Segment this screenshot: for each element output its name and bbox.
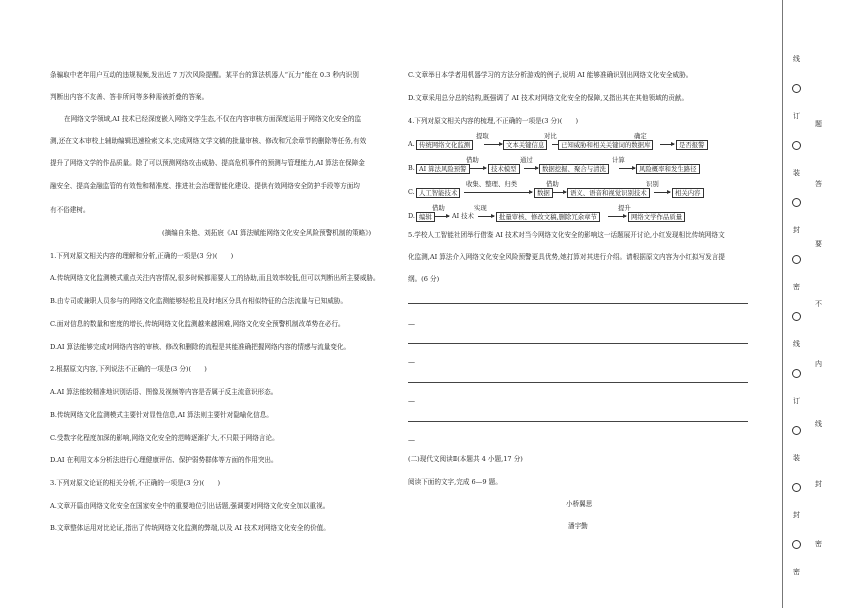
option-3c: C.文章举日本学者用机器学习的方法分析游戏的例子,说明 AI 能够准确识别出网络文化安全威胁。 [408, 71, 693, 79]
seal-warning: 内 [815, 360, 822, 368]
question-5-score: 纲。(6 分) [408, 275, 440, 283]
flow-label: 提升 [618, 204, 631, 212]
seal-warning: 要 [815, 240, 822, 248]
flow-box: 编辑 [416, 212, 435, 222]
arrow [470, 168, 486, 169]
seal-mark: 订 [793, 397, 800, 405]
flow-label: 借助 [466, 156, 479, 164]
seal-mark: 订 [793, 112, 800, 120]
instruction: 阅读下面的文字,完成 6—9 题。 [408, 478, 502, 486]
body-text: 条骗取中老年用户互动的违规视频,发出近 7 万次风险提醒。某平台的算法机器人“瓦力”能在 0.3 秒内识别 [50, 71, 359, 79]
seal-circle [792, 84, 801, 93]
seal-warning: 不 [815, 300, 822, 308]
flow-box: AI 算法风险预警 [416, 164, 470, 174]
seal-mark: 封 [793, 511, 800, 519]
answer-line[interactable] [408, 303, 748, 304]
seal-mark: 装 [793, 454, 800, 462]
option-2c: C.受数字化程度加深的影响,网络文化安全的范畴逐渐扩大,不只限于网络言论。 [50, 434, 279, 442]
flowchart-c [408, 180, 708, 198]
seal-mark: 线 [793, 55, 800, 63]
flow-label: 识别 [646, 180, 659, 188]
arrow [608, 216, 626, 217]
answer-dash: — [408, 397, 415, 405]
option-1c: C.面对信息的数量和密度的增长,传统网络文化监测越来越困难,网络文化安全预警机制改革势在必行。 [50, 320, 345, 328]
flow-box: 风险概率和发生路径 [636, 164, 700, 174]
flow-box: 是否报警 [676, 140, 708, 150]
option-label: C. [408, 188, 415, 196]
seal-warning: 封 [815, 480, 822, 488]
answer-line[interactable] [408, 382, 748, 383]
question-1: 1.下列对原文相关内容的理解和分析,正确的一项是(3 分)( ) [50, 252, 234, 260]
flow-box: 传统网络文化监测 [416, 140, 473, 150]
option-3d: D.文章采用总分总的结构,既强调了 AI 技术对网络文化安全的保障,又指出其在其他领域的贡献。 [408, 94, 689, 102]
seal-circle [792, 540, 801, 549]
seal-mark: 封 [793, 226, 800, 234]
option-label: D. [408, 212, 415, 220]
flowchart-d [408, 204, 708, 222]
flow-label: 收集、整理、归类 [466, 180, 518, 188]
flow-label: 通过 [520, 156, 533, 164]
flow-box: 语义、语音和视觉识别技术 [567, 188, 650, 198]
flow-box: 人工智能技术 [416, 188, 460, 198]
flow-label: 借助 [432, 204, 445, 212]
article-title: 小桥翼思 [566, 500, 593, 508]
seal-circle [792, 426, 801, 435]
flow-box: 数据挖掘、聚合与清洗 [539, 164, 609, 174]
flowchart-b [408, 156, 708, 174]
seal-warning: 答 [815, 180, 822, 188]
arrow [619, 168, 635, 169]
arrow [552, 192, 566, 193]
option-2d: D.AI 在利用文本分析法进行心理健康评估、保护弱势群体等方面的作用突出。 [50, 456, 278, 464]
question-5: 5.学校人工智能社团举行借鉴 AI 技术对当今网络文化安全的影响这一话题展开讨论,小红发现相比传统网络文 [408, 231, 725, 239]
flow-box: 已知威胁和相关关键词的数据库 [558, 140, 653, 150]
flow-box: AI 技术 [452, 212, 474, 220]
seal-mark: 装 [793, 169, 800, 177]
seal-circle [792, 369, 801, 378]
flow-box: 相关内容 [672, 188, 704, 198]
flow-label: 计算 [612, 156, 625, 164]
answer-dash: — [408, 320, 415, 328]
binding-line [782, 0, 783, 608]
seal-circle [792, 255, 801, 264]
body-text: 判断出内容不友善、答非所问等多种需被折叠的答案。 [50, 93, 209, 101]
answer-line[interactable] [408, 343, 748, 344]
question-5-cont: 化监测,AI 算法介入网络文化安全风险预警更具优势,她打算对其进行介绍。请根据原文内容为小红拟写发言提 [408, 253, 725, 261]
seal-circle [792, 312, 801, 321]
arrow [484, 144, 502, 145]
seal-mark: 线 [793, 340, 800, 348]
flow-box: 技术模型 [488, 164, 520, 174]
seal-circle [792, 198, 801, 207]
seal-mark: 密 [793, 568, 800, 576]
arrow [654, 192, 670, 193]
flowchart-a [408, 132, 708, 150]
option-2b: B.传统网络文化监测模式主要针对显性信息,AI 算法则主要针对隐喻化信息。 [50, 411, 273, 419]
arrow [660, 144, 674, 145]
flow-label: 确定 [634, 132, 647, 140]
body-text: 融安全、提高金融监管的有效性和精准度、推进社会治理智能化建设、提供有效网络安全防护手段等方面均 [50, 182, 360, 190]
option-2a: A.AI 算法能较精准地识别话语、图像及视频等内容是否属于反主流意识形态。 [50, 388, 278, 396]
arrow [524, 168, 538, 169]
flow-box: 数据 [534, 188, 553, 198]
article-author: 潘宇勤 [568, 522, 588, 530]
option-1b: B.由专司或兼职人员参与的网络文化监测能够轻松且及时地区分具有相似特征的合法流量与已知威胁。 [50, 297, 348, 305]
question-3: 3.下列对原文论证的相关分析,不正确的一项是(3 分)( ) [50, 479, 221, 487]
flow-label: 对比 [544, 132, 557, 140]
flow-label: 借助 [546, 180, 559, 188]
seal-circle [792, 483, 801, 492]
flow-box: 文本关键信息 [503, 140, 547, 150]
seal-warning: 题 [815, 120, 822, 128]
seal-warning: 密 [815, 540, 822, 548]
question-2: 2.根据原文内容,下列说法不正确的一项是(3 分)( ) [50, 365, 207, 373]
answer-dash: — [408, 436, 415, 444]
option-1d: D.AI 算法能够完成对网络内容的审核、修改和删除的流程是其能准确把握网络内容的情感与流量变化。 [50, 343, 351, 351]
option-3a: A.文章开篇由网络文化安全在国家安全中的重要地位引出话题,强调要对网络文化安全加以重视。 [50, 502, 330, 510]
body-text: 提升了网络文学的作品质量。除了可以预测网络攻击威胁、提高危机事件的预测与管理能力,AI 算法在保障金 [50, 159, 365, 167]
section-heading: (二)现代文阅读Ⅱ(本题共 4 小题,17 分) [408, 455, 523, 463]
flow-box: 批量审核、修改文稿,删除冗余章节 [496, 212, 600, 222]
source-citation: (摘编自朱艳、刘拓宸《AI 算法赋能网络文化安全风险预警机制的策略》) [162, 229, 372, 237]
option-1a: A.传统网络文化监测模式重点关注内容情况,很多时候都需要人工的协助,而且效率较低,但可以判断出所主要威胁。 [50, 274, 380, 282]
seal-circle [792, 141, 801, 150]
answer-line[interactable] [408, 421, 748, 422]
arrow [464, 192, 532, 193]
flow-box: 网络文学作品质量 [628, 212, 685, 222]
option-label: B. [408, 164, 415, 172]
flow-label: 实现 [474, 204, 487, 212]
body-text: 有不俗建树。 [50, 206, 90, 214]
question-4: 4.下列对原文相关内容的梳理,不正确的一项是(3 分)( ) [408, 117, 579, 125]
flow-label: 提取 [476, 132, 489, 140]
seal-mark: 密 [793, 283, 800, 291]
arrow [478, 216, 494, 217]
option-3b: B.文章整体运用对比论证,指出了传统网络文化监测的弊端,以及 AI 技术对网络文化安全的价值。 [50, 524, 330, 532]
body-text: 测,还在文本审校上辅助编辑迅速检索文本,完成网络文学文稿的批量审核、修改和冗余章节的删除等任务,有效 [50, 137, 367, 145]
answer-dash: — [408, 358, 415, 366]
body-text: 在网络文学领域,AI 技术已经深度嵌入网络文学生态,不仅在内容审核方面深度运用于网络文化安全的监 [64, 115, 362, 123]
option-label: A. [408, 140, 415, 148]
arrow [435, 216, 449, 217]
seal-warning: 线 [815, 420, 822, 428]
